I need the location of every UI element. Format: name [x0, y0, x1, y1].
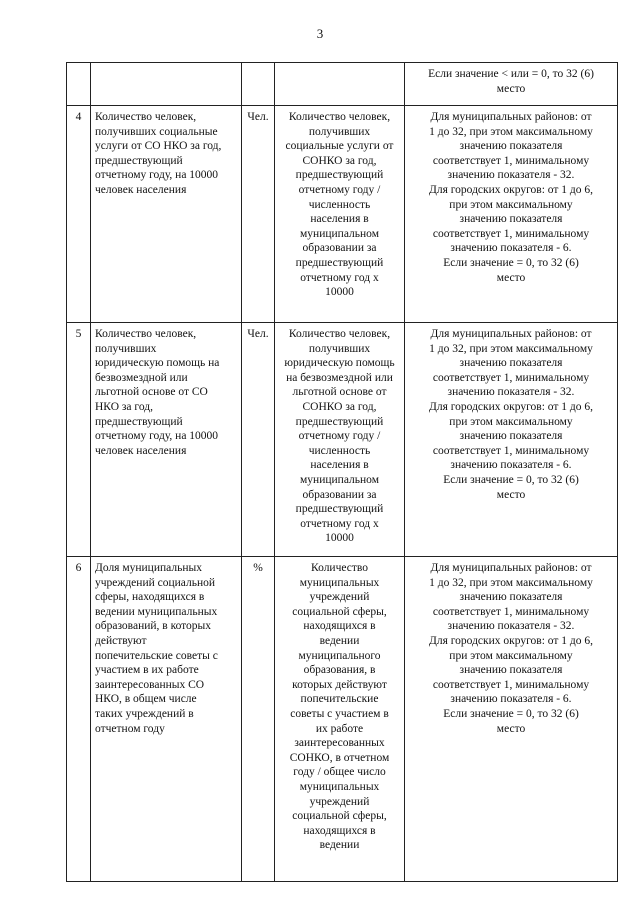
- score-line: 1 до 32, при этом максимальному: [429, 342, 593, 355]
- score-line: место: [496, 488, 526, 501]
- formula-line: предшествующий: [295, 415, 384, 428]
- score-line: при этом максимальному: [449, 649, 573, 662]
- formula-line: на безвозмездной или: [286, 371, 393, 384]
- formula-line: советы с участием в: [290, 707, 389, 720]
- indicator-name: [91, 557, 242, 882]
- indicator-name: [91, 323, 242, 557]
- name-line: услуги от СО НКО за год,: [95, 140, 222, 153]
- name-line: действуют: [95, 634, 147, 647]
- score-line: соответствует 1, минимальному: [432, 154, 590, 167]
- name-line: сферы, находящихся в: [95, 591, 205, 604]
- formula-line: численность: [308, 198, 371, 211]
- name-line: отчетному году, на 10000: [95, 430, 219, 443]
- formula-line: получивших: [308, 125, 371, 138]
- row-number: 5: [67, 323, 91, 557]
- formula-line: численность: [308, 444, 371, 457]
- formula-line: Количество человек,: [288, 328, 391, 340]
- name-line: образований, в которых: [95, 620, 212, 633]
- formula-line: отчетному году /: [298, 183, 381, 196]
- score-line: соответствует 1, минимальному: [432, 605, 590, 618]
- row-number: 6: [67, 557, 91, 882]
- score-line: Для городских округов: от 1 до 6,: [428, 634, 593, 647]
- score-line: место: [496, 722, 526, 735]
- formula-line: находящихся в: [303, 620, 376, 633]
- name-line: ведении муниципальных: [95, 605, 218, 618]
- cell-score: [405, 63, 618, 106]
- score-line: Если значение = 0, то 32 (6): [443, 473, 579, 486]
- name-line: льготной основе от СО: [95, 386, 208, 399]
- score-line: место: [496, 82, 526, 95]
- score-line: значению показателя: [459, 357, 563, 370]
- formula-line: году / общее число: [293, 766, 386, 779]
- formula-line: социальные услуги от: [285, 140, 394, 153]
- table-row: [67, 106, 618, 323]
- score-line: 1 до 32, при этом максимальному: [429, 125, 593, 138]
- formula-line: предшествующий: [295, 169, 384, 182]
- formula-line: населения в: [310, 459, 369, 472]
- score-line: значению показателя - 6.: [450, 693, 572, 706]
- formula-line: льготной основе от: [292, 386, 387, 399]
- formula-line: 10000: [325, 286, 354, 299]
- score-line: Для городских округов: от 1 до 6,: [428, 400, 593, 413]
- unit: Чел.: [242, 106, 275, 323]
- formula-line: предшествующий: [295, 256, 384, 269]
- name-line: отчетном году: [95, 722, 165, 735]
- score-line: 1 до 32, при этом максимальному: [429, 576, 593, 589]
- score-line: значению показателя - 6.: [450, 459, 572, 472]
- score-line: значению показателя: [459, 664, 563, 677]
- score-rule: [405, 106, 618, 323]
- table-row: [67, 323, 618, 557]
- name-line: НКО за год,: [95, 400, 153, 413]
- formula-line: которых действуют: [292, 678, 387, 691]
- indicator-name: [91, 106, 242, 323]
- score-line: значению показателя - 6.: [450, 242, 572, 255]
- formula-line: получивших: [308, 342, 371, 355]
- score-line: Если значение = 0, то 32 (6): [443, 707, 579, 720]
- formula-line: Количество: [311, 562, 368, 574]
- formula-line: отчетному год х: [300, 271, 379, 284]
- formula-line: попечительские: [300, 693, 379, 706]
- name-line: юридическую помощь на: [95, 357, 220, 370]
- formula-line: СОНКО, в отчетном: [289, 751, 390, 764]
- formula-line: Количество человек,: [288, 111, 391, 123]
- score-line: Для городских округов: от 1 до 6,: [428, 183, 593, 196]
- cell-name: [91, 63, 242, 106]
- indicator-table: [66, 62, 618, 882]
- table-row-continuation: [67, 63, 618, 106]
- name-line: Количество человек,: [95, 111, 197, 123]
- score-line: Для муниципальных районов: от: [430, 562, 592, 574]
- formula-line: заинтересованных: [294, 737, 385, 750]
- name-line: Доля муниципальных: [95, 562, 202, 574]
- score-line: значению показателя - 32.: [447, 620, 575, 633]
- score-line: соответствует 1, минимальному: [432, 444, 590, 457]
- name-line: заинтересованных СО: [95, 678, 205, 691]
- formula: [275, 106, 405, 323]
- name-line: участием в их работе: [95, 664, 199, 677]
- score-line: значению показателя - 32.: [447, 169, 575, 182]
- formula-line: отчетному году /: [298, 430, 381, 443]
- table-row: [67, 557, 618, 882]
- name-line: учреждений социальной: [95, 576, 216, 589]
- formula-line: муниципальном: [300, 227, 379, 240]
- formula-line: муниципальном: [300, 473, 379, 486]
- score-line: место: [496, 271, 526, 284]
- formula-line: муниципальных: [299, 780, 380, 793]
- score-line: соответствует 1, минимальному: [432, 227, 590, 240]
- score-line: соответствует 1, минимальному: [432, 371, 590, 384]
- name-line: безвозмездной или: [95, 371, 188, 384]
- formula-line: образования, в: [303, 664, 376, 677]
- formula-line: учреждений: [309, 591, 370, 604]
- formula-line: социальной сферы,: [292, 810, 387, 823]
- name-line: Количество человек,: [95, 328, 197, 340]
- cell-num: [67, 63, 91, 106]
- formula-line: учреждений: [309, 795, 370, 808]
- name-line: таких учреждений в: [95, 707, 194, 720]
- cell-formula: [275, 63, 405, 106]
- score-line: значению показателя: [459, 140, 563, 153]
- formula-line: СОНКО за год,: [302, 400, 377, 413]
- unit: %: [242, 557, 275, 882]
- name-line: получивших социальные: [95, 125, 218, 138]
- name-line: предшествующий: [95, 154, 183, 167]
- score-line: значению показателя - 32.: [447, 386, 575, 399]
- name-line: отчетному году, на 10000: [95, 169, 219, 182]
- formula-line: СОНКО за год,: [302, 154, 377, 167]
- formula-line: 10000: [325, 532, 354, 545]
- formula-line: ведении: [319, 839, 360, 852]
- score-line: значению показателя: [459, 430, 563, 443]
- formula-line: их работе: [315, 722, 364, 735]
- score-line: соответствует 1, минимальному: [432, 678, 590, 691]
- formula: [275, 557, 405, 882]
- formula-line: юридическую помощь: [284, 357, 395, 370]
- unit: Чел.: [242, 323, 275, 557]
- formula-line: ведении: [319, 634, 360, 647]
- name-line: человек населения: [95, 183, 187, 196]
- row-number: 4: [67, 106, 91, 323]
- score-line: значению показателя: [459, 591, 563, 604]
- page-number: 3: [316, 26, 324, 41]
- formula-line: отчетному год х: [300, 517, 379, 530]
- formula-line: муниципальных: [299, 576, 380, 589]
- formula-line: муниципального: [298, 649, 381, 662]
- score-line: Для муниципальных районов: от: [430, 328, 592, 340]
- score-rule: [405, 323, 618, 557]
- score-line: значению показателя: [459, 213, 563, 226]
- score-line: Для муниципальных районов: от: [430, 111, 592, 123]
- formula: [275, 323, 405, 557]
- score-line: при этом максимальному: [449, 415, 573, 428]
- formula-line: предшествующий: [295, 503, 384, 516]
- score-line: Если значение < или = 0, то 32 (6): [428, 68, 594, 80]
- formula-line: образовании за: [302, 242, 377, 255]
- score-line: при этом максимальному: [449, 198, 573, 211]
- score-rule: [405, 557, 618, 882]
- formula-line: населения в: [310, 213, 369, 226]
- name-line: НКО, в общем числе: [95, 693, 197, 706]
- name-line: получивших: [95, 342, 157, 355]
- score-line: Если значение = 0, то 32 (6): [443, 256, 579, 269]
- formula-line: социальной сферы,: [292, 605, 387, 618]
- formula-line: образовании за: [302, 488, 377, 501]
- name-line: предшествующий: [95, 415, 183, 428]
- cell-unit: [242, 63, 275, 106]
- formula-line: находящихся в: [303, 824, 376, 837]
- name-line: человек населения: [95, 444, 187, 457]
- name-line: попечительские советы с: [95, 649, 218, 662]
